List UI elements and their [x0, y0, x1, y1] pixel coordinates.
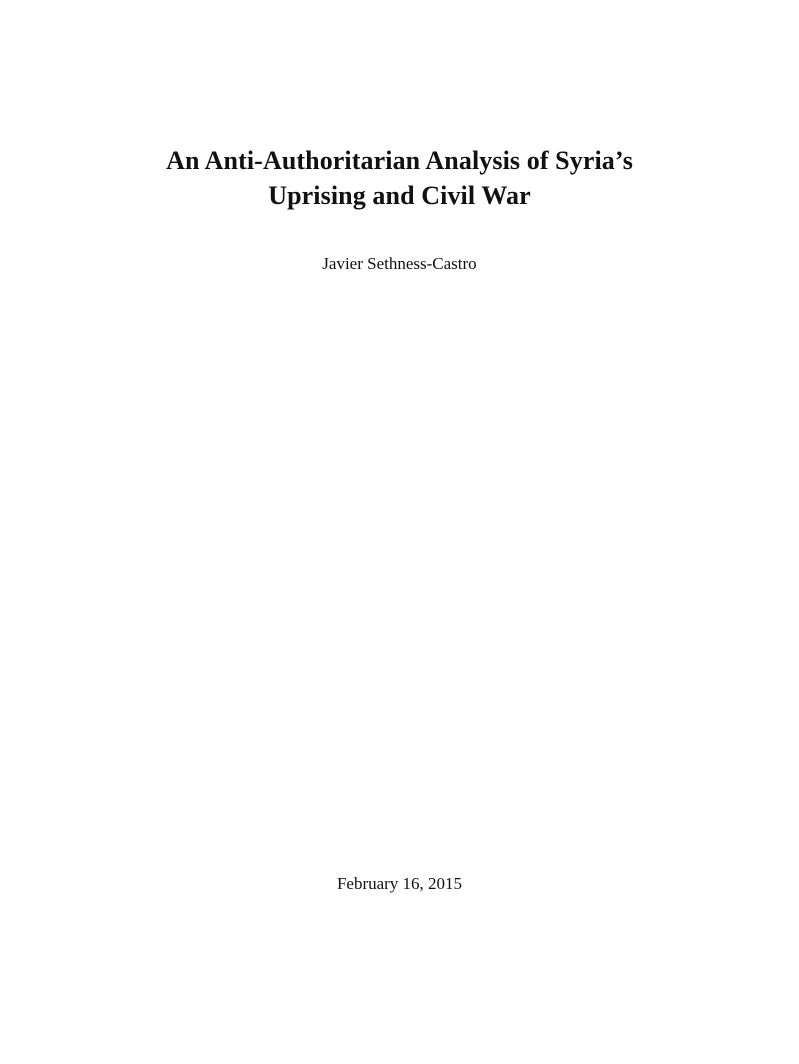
author-name: Javier Sethness-Castro [322, 254, 477, 273]
document-title [0, 143, 799, 213]
publication-date: February 16, 2015 [336, 874, 463, 893]
title-line-2: Uprising and Civil War [268, 181, 531, 210]
title-line-1: An Anti-Authoritarian Analysis of Syria’s [166, 146, 633, 175]
